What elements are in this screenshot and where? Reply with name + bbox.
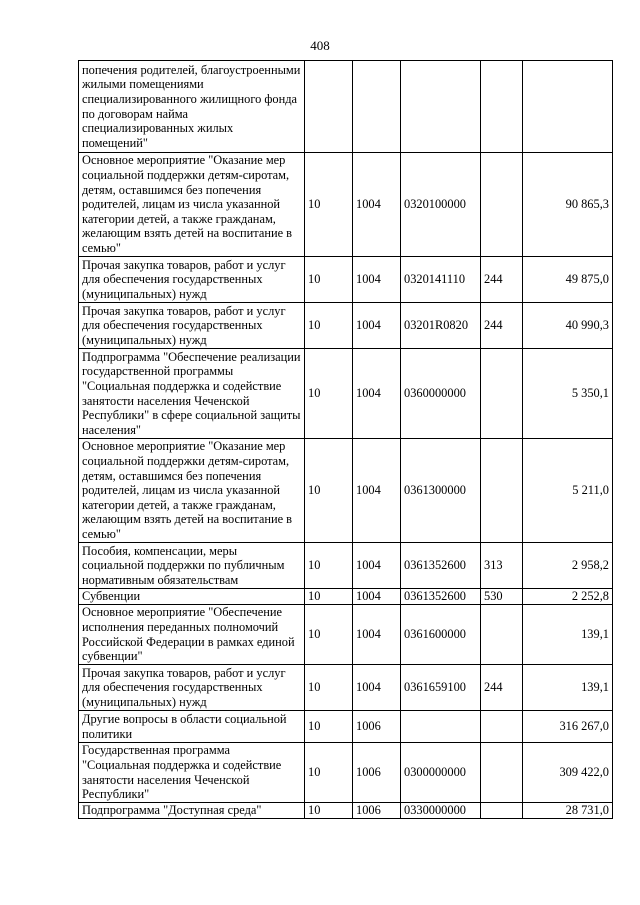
cell-expense-type: 244: [481, 303, 523, 349]
table-row: [79, 605, 613, 665]
cell-target-article: 0361352600: [401, 543, 481, 589]
table-row: [79, 257, 613, 303]
table-row: [79, 803, 613, 819]
cell-subsection: 1004: [353, 543, 401, 589]
cell-amount: 139,1: [523, 605, 613, 665]
table-row: [79, 153, 613, 257]
cell-expense-type: [481, 349, 523, 439]
cell-subsection: 1006: [353, 743, 401, 803]
cell-target-article: 03201R0820: [401, 303, 481, 349]
cell-section: 10: [305, 543, 353, 589]
table-row: [79, 61, 613, 153]
table-row: [79, 743, 613, 803]
cell-subsection: 1004: [353, 257, 401, 303]
cell-name: Прочая закупка товаров, работ и услуг для обеспечения государственных (муниципальных) нужд: [79, 665, 305, 711]
cell-target-article: 0360000000: [401, 349, 481, 439]
cell-name: Основное мероприятие "Обеспечение исполнения переданных полномочий Российской Федерации в рамках единой субвенции": [79, 605, 305, 665]
cell-name: Субвенции: [79, 589, 305, 605]
cell-expense-type: 244: [481, 665, 523, 711]
cell-expense-type: [481, 743, 523, 803]
cell-name: Другие вопросы в области социальной политики: [79, 711, 305, 743]
cell-amount: [523, 61, 613, 153]
cell-subsection: 1006: [353, 803, 401, 819]
cell-amount: 139,1: [523, 665, 613, 711]
cell-subsection: 1004: [353, 303, 401, 349]
cell-name: Подпрограмма "Обеспечение реализации государственной программы "Социальная поддержка и содействие занятости населения Чеченской Республики" в сфере социальной защиты населения": [79, 349, 305, 439]
cell-subsection: 1004: [353, 589, 401, 605]
cell-subsection: 1004: [353, 153, 401, 257]
cell-subsection: 1006: [353, 711, 401, 743]
cell-name: Основное мероприятие "Оказание мер социальной поддержки детям-сиротам, детям, оставшимся без попечения родителей, лицам из числа указанной категории детей, а также гражданам, желающим взять детей на воспитание в семью": [79, 439, 305, 543]
cell-amount: 40 990,3: [523, 303, 613, 349]
cell-name: Подпрограмма "Доступная среда": [79, 803, 305, 819]
cell-amount: 316 267,0: [523, 711, 613, 743]
cell-section: 10: [305, 589, 353, 605]
cell-section: 10: [305, 665, 353, 711]
cell-amount: 2 958,2: [523, 543, 613, 589]
cell-section: 10: [305, 439, 353, 543]
table-row: [79, 439, 613, 543]
cell-amount: 28 731,0: [523, 803, 613, 819]
cell-expense-type: [481, 153, 523, 257]
cell-name: Прочая закупка товаров, работ и услуг для обеспечения государственных (муниципальных) нужд: [79, 303, 305, 349]
cell-expense-type: [481, 61, 523, 153]
cell-section: 10: [305, 153, 353, 257]
cell-target-article: 0361600000: [401, 605, 481, 665]
cell-target-article: 0361659100: [401, 665, 481, 711]
cell-amount: 5 350,1: [523, 349, 613, 439]
cell-subsection: 1004: [353, 349, 401, 439]
cell-section: 10: [305, 803, 353, 819]
cell-target-article: 0320141110: [401, 257, 481, 303]
table-row: [79, 589, 613, 605]
cell-subsection: 1004: [353, 605, 401, 665]
cell-subsection: [353, 61, 401, 153]
cell-target-article: 0300000000: [401, 743, 481, 803]
cell-name: Основное мероприятие "Оказание мер социальной поддержки детям-сиротам, детям, оставшимся без попечения родителей, лицам из числа указанной категории детей, а также гражданам, желающим взять детей на воспитание в семью": [79, 153, 305, 257]
cell-expense-type: [481, 803, 523, 819]
cell-subsection: 1004: [353, 665, 401, 711]
cell-section: 10: [305, 711, 353, 743]
cell-amount: 5 211,0: [523, 439, 613, 543]
cell-section: 10: [305, 303, 353, 349]
cell-name: Государственная программа "Социальная поддержка и содействие занятости населения Чеченской Республики": [79, 743, 305, 803]
table-row: [79, 349, 613, 439]
cell-name: Прочая закупка товаров, работ и услуг для обеспечения государственных (муниципальных) нужд: [79, 257, 305, 303]
cell-target-article: 0361300000: [401, 439, 481, 543]
cell-target-article: [401, 61, 481, 153]
cell-section: 10: [305, 349, 353, 439]
cell-target-article: 0320100000: [401, 153, 481, 257]
cell-target-article: 0330000000: [401, 803, 481, 819]
cell-expense-type: 530: [481, 589, 523, 605]
cell-section: 10: [305, 605, 353, 665]
cell-target-article: [401, 711, 481, 743]
budget-table-body: [79, 61, 613, 819]
table-row: [79, 303, 613, 349]
cell-expense-type: 313: [481, 543, 523, 589]
page-number: 408: [310, 38, 330, 53]
table-row: [79, 665, 613, 711]
cell-section: 10: [305, 743, 353, 803]
table-row: [79, 711, 613, 743]
cell-expense-type: [481, 605, 523, 665]
cell-section: [305, 61, 353, 153]
table-row: [79, 543, 613, 589]
cell-expense-type: [481, 439, 523, 543]
cell-amount: 2 252,8: [523, 589, 613, 605]
cell-amount: 90 865,3: [523, 153, 613, 257]
cell-section: 10: [305, 257, 353, 303]
cell-amount: 49 875,0: [523, 257, 613, 303]
cell-name: Пособия, компенсации, меры социальной поддержки по публичным нормативным обязательствам: [79, 543, 305, 589]
cell-expense-type: 244: [481, 257, 523, 303]
budget-table: [78, 60, 613, 819]
cell-amount: 309 422,0: [523, 743, 613, 803]
cell-target-article: 0361352600: [401, 589, 481, 605]
cell-subsection: 1004: [353, 439, 401, 543]
cell-expense-type: [481, 711, 523, 743]
cell-name: попечения родителей, благоустроенными жилыми помещениями специализированного жилищного фонда по договорам найма специализированных жилых помещений": [79, 61, 305, 153]
